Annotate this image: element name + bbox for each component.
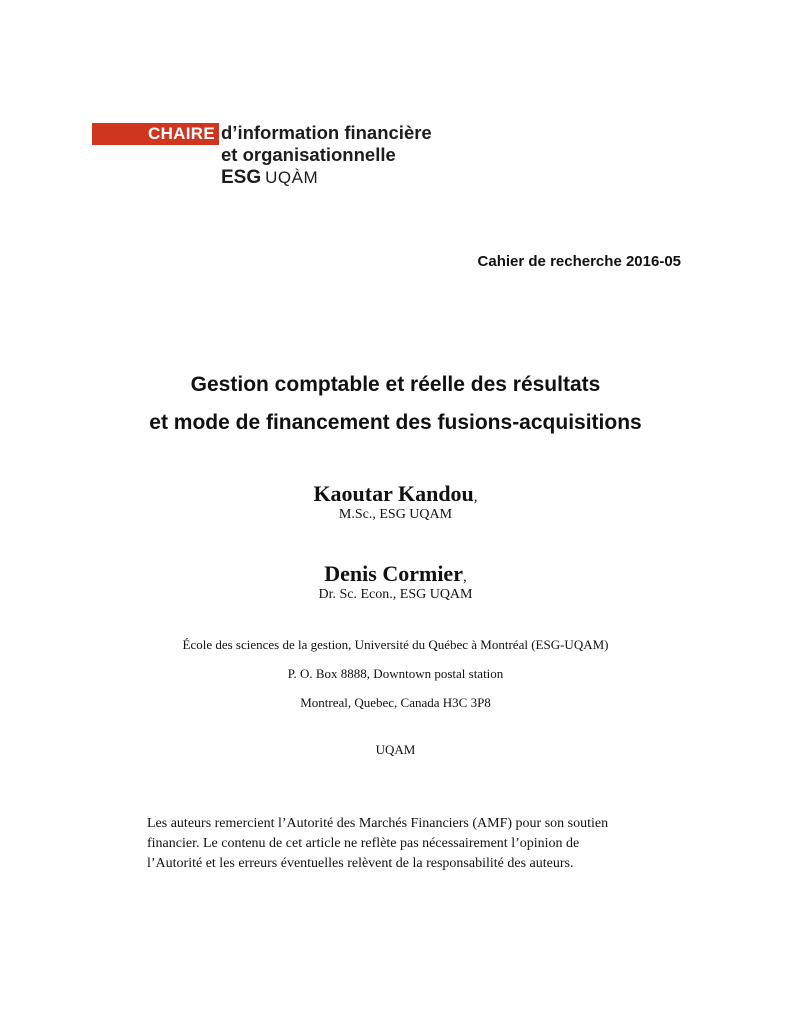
author-2-credentials: Dr. Sc. Econ., ESG UQAM	[318, 587, 473, 602]
series-label: Cahier de recherche 2016-05	[477, 253, 681, 270]
author-1-credentials: M.Sc., ESG UQAM	[338, 507, 453, 522]
affiliation-institution: École des sciences de la gestion, Université du Québec à Montréal (ESG-UQAM)	[182, 637, 609, 652]
acknowledgement-line-1: Les auteurs remercient l’Autorité des Marchés Financiers (AMF) pour son soutien	[147, 816, 609, 831]
author-1-separator: ,	[473, 489, 478, 505]
author-1-name-text: Kaoutar Kandou	[313, 481, 474, 506]
acknowledgement-paragraph	[147, 814, 647, 874]
logo-line-2: et organisationnelle	[221, 144, 396, 165]
logo-chaire-text: CHAIRE	[148, 124, 215, 143]
paper-title-line-1: Gestion comptable et réelle des résultats	[190, 373, 601, 396]
logo-uqam-text: UQÀM	[265, 168, 319, 187]
affiliation-city: Montreal, Quebec, Canada H3C 3P8	[300, 695, 491, 710]
author-1-name	[0, 481, 791, 507]
affiliation-short: UQAM	[375, 742, 416, 757]
author-2-separator: ,	[462, 569, 467, 585]
author-2-name	[0, 561, 791, 587]
affiliation-po-box: P. O. Box 8888, Downtown postal station	[287, 666, 504, 681]
acknowledgement-line-3: l’Autorité et les erreurs éventuelles relèvent de la responsabilité des auteurs.	[147, 856, 574, 871]
logo-red-bar	[92, 123, 219, 145]
logo-line-1: d’information financière	[221, 122, 432, 143]
acknowledgement-line-2: financier. Le contenu de cet article ne reflète pas nécessairement l’opinion de	[147, 836, 580, 851]
author-2-name-text: Denis Cormier	[324, 561, 463, 586]
chaire-logo	[92, 121, 472, 191]
paper-title-line-2: et mode de financement des fusions-acquisitions	[149, 411, 642, 434]
logo-esg-text: ESG	[221, 167, 262, 188]
logo-esg-uqam	[221, 165, 318, 191]
